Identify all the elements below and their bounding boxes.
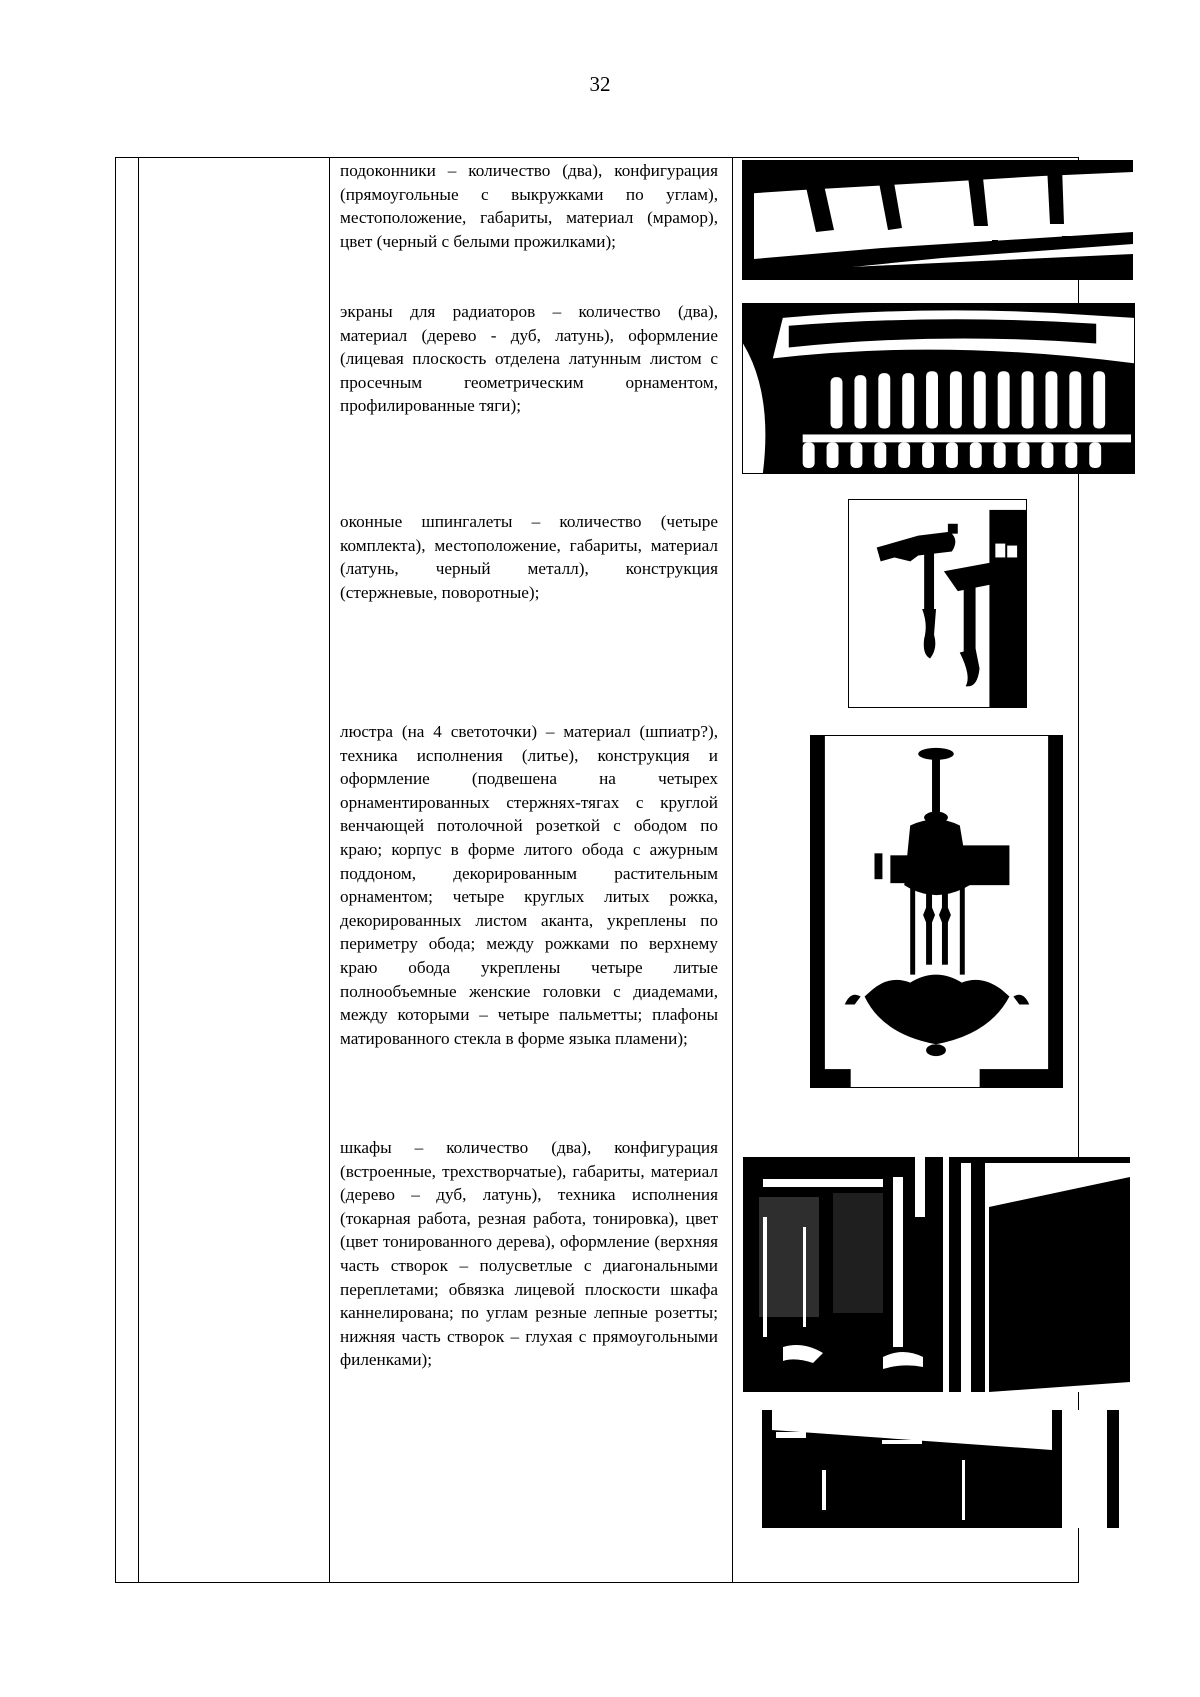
radiator-screen-photo (742, 303, 1135, 474)
item-description-cabinets: шкафы – количество (два), конфигурация (встроенные, трехстворчатые), габариты, материал (дерево – дуб, латунь), техника исполнения (токарная работа, резная работа, тонировка), цвет (цвет тонированного дерева), оформление (верхняя часть створок – полусветлые с диагональными переплетами; обвязка лицевой плоскости шкафа каннелирована; по углам резные лепные розетты; нижняя часть створок – глухая с прямоугольными филенками); (340, 1138, 718, 1370)
window-latch-photo (848, 499, 1027, 708)
chandelier-photo (810, 735, 1063, 1088)
column-divider (329, 158, 330, 1582)
page-number: 32 (589, 72, 611, 96)
cabinet-photo-right (949, 1157, 1130, 1392)
item-description-radiator-screens: экраны для радиаторов – количество (два), материал (дерево - дуб, латунь), оформление (лицевая плоскость отделена латунным листом с просечным геометрическим орнаментом, профилированные тяги); (340, 302, 718, 416)
column-divider (138, 158, 139, 1582)
item-description-window-latches: оконные шпингалеты – количество (четыре комплекта), местоположение, габариты, материал (латунь, черный металл), конструкция (стержневые, поворотные); (340, 512, 718, 602)
item-description-chandelier: люстра (на 4 светоточки) – материал (шпиатр?), техника исполнения (литье), конструкция и оформление (подвешена на четырех орнаментированных стержнях-тягах с круглой венчающей потолочной розеткой с ободом по краю; корпус в форме литого обода с ажурным поддоном, декорированным растительным орнаментом; четыре круглых литых рожка, декорированных листом аканта, укреплены по периметру обода; между рожками по верхнему краю обода укреплены четыре литые полнообъемные женские головки с диадемами, между которыми – четыре пальметты; плафоны матированного стекла в форме языка пламени); (340, 722, 718, 1048)
column-divider (732, 158, 733, 1582)
cabinet-photo-left (743, 1157, 943, 1392)
cabinet-photo-bottom (762, 1410, 1134, 1528)
window-sill-photo (742, 160, 1133, 280)
item-description-window-sills: подоконники – количество (два), конфигурация (прямоугольные с выкружками по углам), местоположение, габариты, материал (мрамор), цвет (черный с белыми прожилками); (340, 161, 718, 251)
